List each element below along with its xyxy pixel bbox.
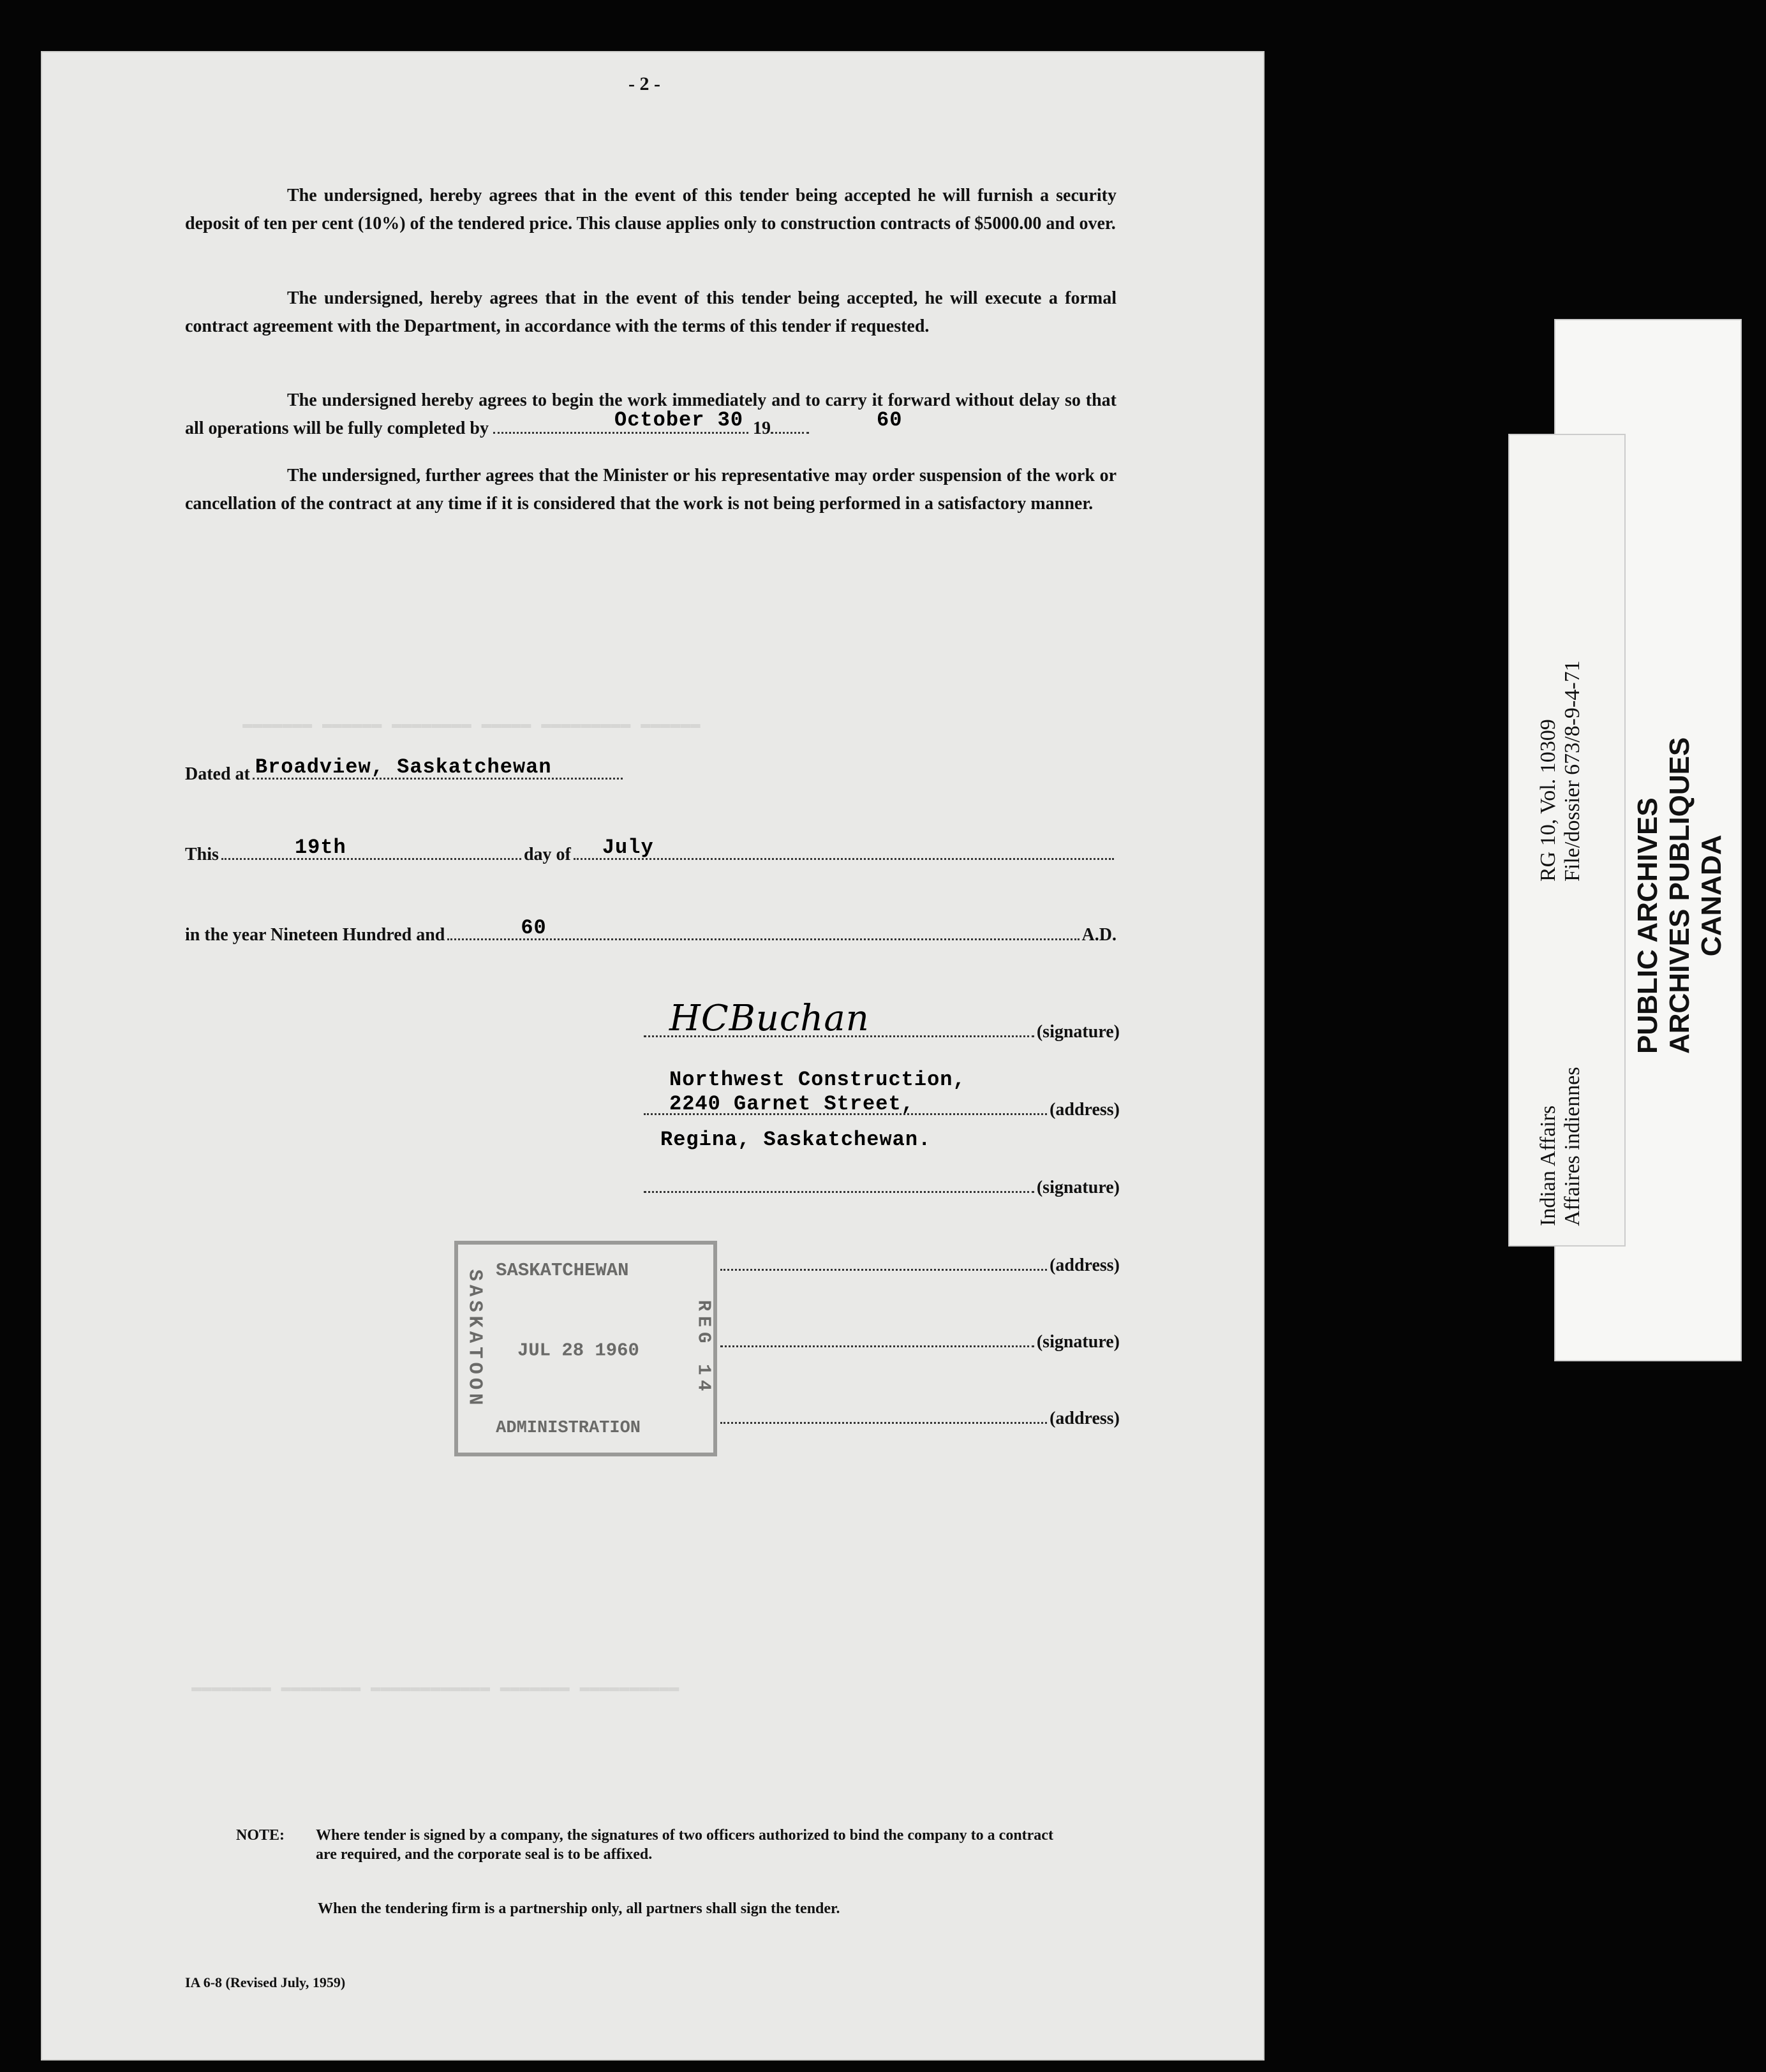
address-row-2 <box>718 1255 1120 1276</box>
bleed-through-text: ▬▬▬▬▬▬▬▬ ▬▬▬▬▬▬▬▬ ▬▬▬▬▬▬▬▬▬▬▬▬ ▬▬▬▬▬▬▬ ▬▬▬▬▬▬▬▬▬▬ <box>191 1678 679 1697</box>
completion-date-field[interactable] <box>493 408 748 434</box>
signature-label-3: (signature) <box>1036 1332 1120 1352</box>
completion-year-value: 60 <box>877 408 903 432</box>
page-number: - 2 - <box>628 73 660 94</box>
address-label-3: (address) <box>1050 1409 1120 1428</box>
day-field[interactable] <box>221 836 521 860</box>
archive-name <box>1632 737 1728 1054</box>
form-identifier: IA 6-8 (Revised July, 1959) <box>185 1974 346 1990</box>
dated-at-value: Broadview, Saskatchewan <box>255 755 552 779</box>
completion-year-prefix: 19 <box>753 418 771 438</box>
stamp-top-text: SASKATCHEWAN <box>496 1260 629 1282</box>
day-value: 19th <box>294 836 346 859</box>
address-label-1: (address) <box>1050 1100 1120 1120</box>
archive-name-line-2: ARCHIVES PUBLIQUES <box>1664 737 1695 1054</box>
this-day-row <box>185 836 1117 865</box>
completion-date-value: October 30 <box>614 408 744 432</box>
note-label: NOTE: <box>236 1827 285 1844</box>
month-value: July <box>602 836 654 859</box>
suspension-paragraph: The undersigned, further agrees that the Minister or his representative may order suspension of the work or cancellation of the contract at any time if it is considered that the work is not being performed in a satisfactory manner. <box>185 466 1117 514</box>
received-stamp <box>454 1241 717 1456</box>
address-row-3 <box>718 1409 1120 1429</box>
month-field[interactable] <box>574 836 1114 860</box>
completion-paragraph <box>185 387 1117 443</box>
signature-row-1 <box>641 998 1120 1042</box>
dated-at-label: Dated at <box>185 764 250 784</box>
contract-agreement-paragraph: The undersigned, hereby agrees that in the event of this tender being accepted, he will execute a formal contract agreement with the Department, in accordance with the terms of this tender if requested. <box>185 288 1117 336</box>
this-label: This <box>185 845 219 864</box>
completion-text: The undersigned hereby agrees to begin the work immediately and to carry it forward without delay so that all operations will be fully completed by <box>185 390 1117 438</box>
reference-file: File/dossier 673/8-9-4-71 <box>1561 660 1584 882</box>
stamp-left-vertical: SASKATOON <box>463 1269 486 1409</box>
stamp-bottom-text: ADMINISTRATION <box>496 1419 641 1439</box>
security-deposit-paragraph: The undersigned, hereby agrees that in the event of this tender being accepted he will furnish a security deposit of ten per cent (10%) of the tendered price. This clause applies only to construction contracts of $5000.00 and over. <box>185 186 1117 233</box>
signature-field-2[interactable] <box>644 1191 1034 1193</box>
department-en: Indian Affairs <box>1536 1105 1560 1226</box>
partnership-text: When the tendering firm is a partnership only, all partners shall sign the tender. <box>318 1900 840 1917</box>
signature-label-2: (signature) <box>1036 1178 1120 1197</box>
note-text: Where tender is signed by a company, the signatures of two officers authorized to bind the company to a contract are required, and the corporate seal is to be affixed. <box>316 1827 1053 1863</box>
address-field-1[interactable] <box>644 1068 1047 1116</box>
signature-row-3 <box>718 1332 1120 1352</box>
archive-name-line-3: CANADA <box>1696 834 1727 957</box>
archive-reference-card <box>1508 434 1626 1247</box>
day-of-label: day of <box>523 845 571 864</box>
dated-at-row <box>185 755 1117 785</box>
signature-label-1: (signature) <box>1036 1022 1120 1042</box>
signature-row-2 <box>641 1178 1120 1198</box>
department-fr: Affaires indiennes <box>1561 1067 1584 1226</box>
dated-at-field[interactable] <box>253 755 623 780</box>
archive-name-line-1: PUBLIC ARCHIVES <box>1632 797 1663 1054</box>
year-row <box>185 916 1117 945</box>
address-label-2: (address) <box>1050 1255 1120 1275</box>
archive-department <box>1536 1067 1585 1226</box>
address-line-1: Northwest Construction, <box>669 1068 966 1092</box>
year-field[interactable] <box>447 916 1079 940</box>
handwritten-signature: HCBuchan <box>669 998 870 1039</box>
address-line-2: 2240 Garnet Street, <box>669 1092 914 1116</box>
document-page <box>41 51 1265 2061</box>
stamp-right-vertical: REG 14 <box>693 1299 713 1396</box>
signature-field-1[interactable] <box>644 998 1034 1039</box>
year-value: 60 <box>521 916 547 940</box>
address-field-2[interactable] <box>720 1269 1047 1271</box>
year-label: in the year Nineteen Hundred and <box>185 925 445 945</box>
address-field-3[interactable] <box>720 1422 1047 1424</box>
signature-field-3[interactable] <box>720 1345 1034 1347</box>
archive-reference <box>1536 660 1585 882</box>
ad-label: A.D. <box>1081 925 1117 945</box>
stamp-date: JUL 28 1960 <box>517 1340 639 1361</box>
address-row-1 <box>641 1068 1120 1120</box>
reference-volume: RG 10, Vol. 10309 <box>1536 719 1560 882</box>
address-line-3: Regina, Saskatchewan. <box>660 1128 931 1151</box>
bleed-through-text: ▬▬▬▬▬▬▬ ▬▬▬▬▬▬ ▬▬▬▬▬▬▬▬ ▬▬▬▬▬ ▬▬▬▬▬▬▬▬▬ ▬▬▬▬▬▬ <box>242 714 701 734</box>
completion-year-field[interactable] <box>771 408 903 434</box>
